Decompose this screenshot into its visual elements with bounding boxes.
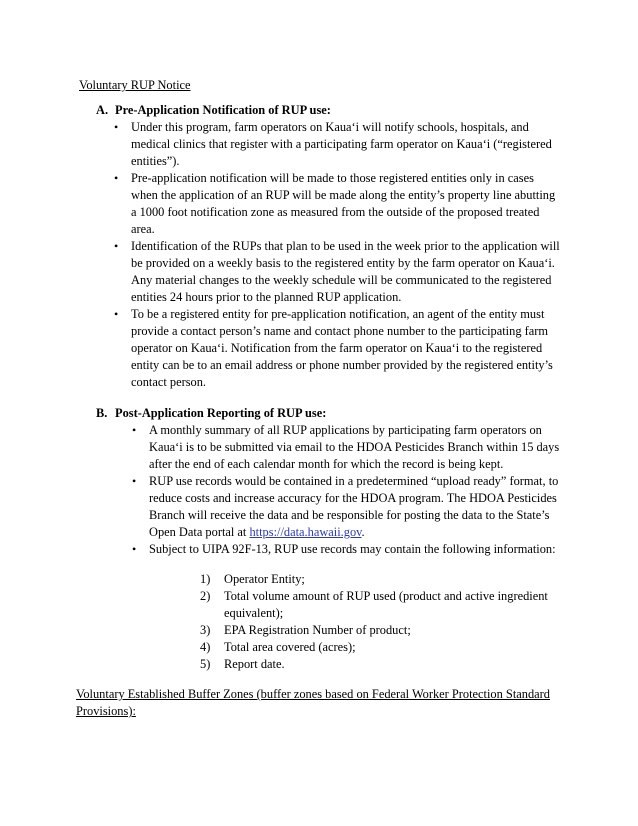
list-number: 4) — [200, 640, 211, 654]
bullet-text: Under this program, farm operators on Kaua‘i will notify schools, hospitals, and medical clinics that register with a participating farm operator on Kaua‘i (“registered entities”). — [131, 120, 552, 168]
bullet-dot-icon: • — [114, 120, 119, 134]
bullet-text: RUP use records would be contained in a predetermined “upload ready” format, to reduce costs and increase accuracy for the HDOA program. The HDOA Pesticides Branch will receive the data and be responsible for posting the data to the State’s Open Data portal at — [149, 474, 559, 539]
section-b-title: Post-Application Reporting of RUP use: — [115, 406, 327, 420]
bullet-text-end: . — [361, 525, 365, 539]
bullet-dot-icon: • — [114, 239, 119, 253]
section-a-bullet-4 — [114, 306, 561, 391]
list-text: Total area covered (acres); — [224, 640, 356, 654]
section-b-bullet-1 — [132, 422, 564, 473]
section-b-heading — [96, 405, 326, 422]
section-a-bullets — [114, 119, 561, 391]
bullet-text: Pre-application notification will be made to those registered entities only in cases when the application of an RUP will be made along the entity’s property line abutting a 1000 foot notification zone as measured from the outside of the proposed treated area. — [131, 171, 556, 236]
bullet-text: A monthly summary of all RUP applications by participating farm operators on Kaua‘i is to be submitted via email to the HDOA Pesticides Branch within 15 days after the end of each calendar month for which the record is being kept. — [149, 423, 560, 471]
document-title: Voluntary RUP Notice — [79, 78, 191, 92]
section-b-bullets — [132, 422, 564, 558]
section-b-bullet-3 — [132, 541, 564, 558]
list-item — [200, 571, 604, 588]
bullet-dot-icon: • — [132, 423, 137, 437]
bullet-dot-icon: • — [132, 542, 137, 556]
section-a-bullet-1 — [114, 119, 561, 170]
section-a-bullet-2 — [114, 170, 561, 238]
info-numbered-list — [200, 571, 604, 673]
bullet-text: Identification of the RUPs that plan to be used in the week prior to the application will be provided on a weekly basis to the registered entity by the farm operator on Kaua‘i. Any material changes to the weekly schedule will be communicated to the registered entities 24 hours prior to the planned RUP application. — [131, 239, 560, 304]
list-item — [200, 656, 604, 673]
bullet-text: Subject to UIPA 92F-13, RUP use records may contain the following information: — [149, 542, 556, 556]
section-a-letter: A. — [96, 103, 109, 117]
section-a-bullet-3 — [114, 238, 561, 306]
section-b-bullet-2 — [132, 473, 564, 541]
list-text: EPA Registration Number of product; — [224, 623, 411, 637]
open-data-link[interactable]: https://data.hawaii.gov — [249, 525, 362, 539]
list-item — [200, 639, 604, 656]
bullet-dot-icon: • — [114, 307, 119, 321]
list-item — [200, 588, 604, 622]
list-number: 2) — [200, 589, 211, 603]
list-item — [200, 622, 604, 639]
section-a-heading — [96, 102, 331, 119]
list-number: 1) — [200, 572, 211, 586]
list-text: Operator Entity; — [224, 572, 305, 586]
section-b-letter: B. — [96, 406, 108, 420]
list-text: Report date. — [224, 657, 285, 671]
list-number: 5) — [200, 657, 211, 671]
list-text: Total volume amount of RUP used (product and active ingredient equivalent); — [224, 589, 548, 620]
list-number: 3) — [200, 623, 211, 637]
bullet-text: To be a registered entity for pre-application notification, an agent of the entity must provide a contact person’s name and contact phone number to the participating farm operator on Kaua‘i. Notification from the farm operator on Kaua‘i to the registered entity can be to an email address or phone number provided by the registered entity’s contact person. — [131, 307, 553, 389]
bullet-dot-icon: • — [114, 171, 119, 185]
section-a-title: Pre-Application Notification of RUP use: — [115, 103, 331, 117]
bullet-dot-icon: • — [132, 474, 137, 488]
buffer-zones-heading: Voluntary Established Buffer Zones (buffer zones based on Federal Worker Protection Standard Provisions): — [76, 687, 550, 718]
